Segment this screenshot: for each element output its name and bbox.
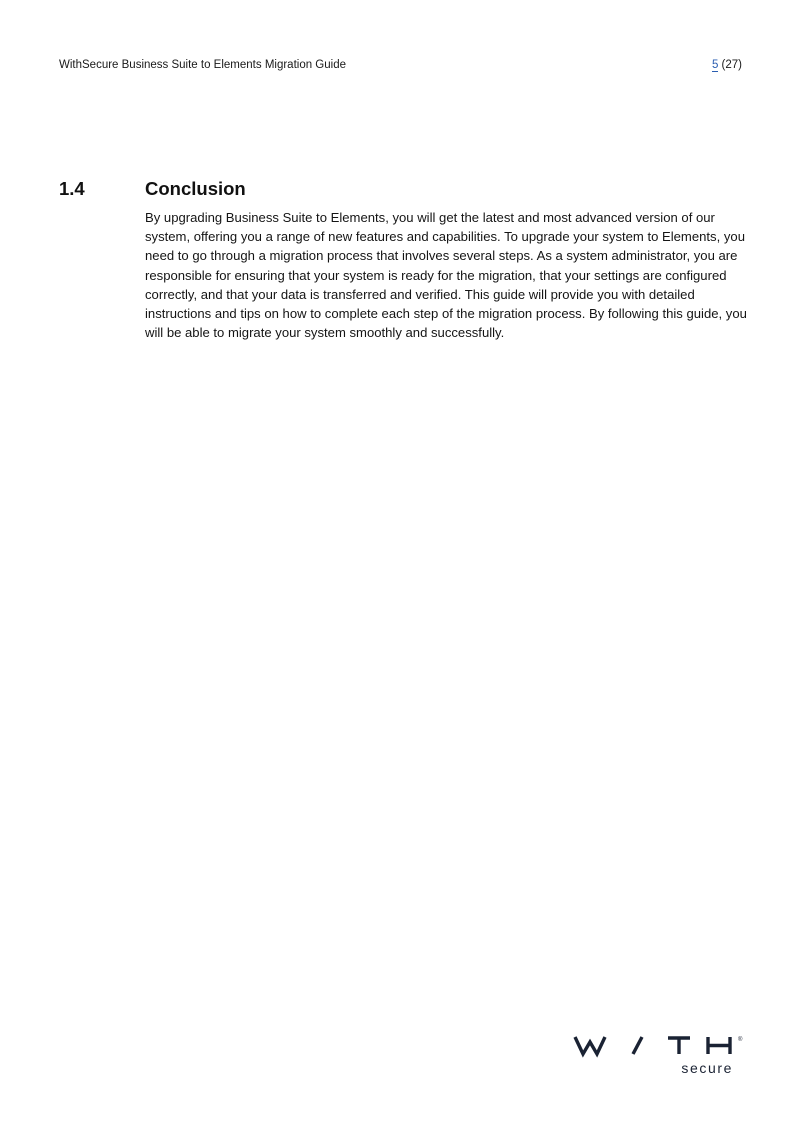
withsecure-logo xyxy=(572,1033,744,1077)
section-number: 1.4 xyxy=(59,178,85,199)
section-body: By upgrading Business Suite to Elements, you will get the latest and most advanced version of our system, offering you a range of new features and capabilities. To upgrade your system to Elements, you need to go through a migration process that involves several steps. As a system administrator, you are responsible for ensuring that your system is ready for the migration, that your settings are configured correctly, and that your data is transferred and verified. This guide will provide you with detailed instructions and tips on how to complete each step of the migration process. By following this guide, you will be able to migrate your system smoothly and successfully. xyxy=(145,210,747,341)
page-number-current[interactable]: 5 xyxy=(711,59,719,71)
page-header xyxy=(59,57,742,73)
document-title: WithSecure Business Suite to Elements Migration Guide xyxy=(59,59,346,71)
conclusion-section xyxy=(59,178,749,342)
page-number-total: (27) xyxy=(721,59,742,71)
logo-secure-text: secure xyxy=(681,1060,733,1076)
section-heading xyxy=(59,178,749,200)
withsecure-logo-graphic xyxy=(572,1033,744,1077)
section-title: Conclusion xyxy=(145,178,246,199)
page-number xyxy=(712,59,742,71)
registered-mark: ® xyxy=(738,1037,743,1043)
